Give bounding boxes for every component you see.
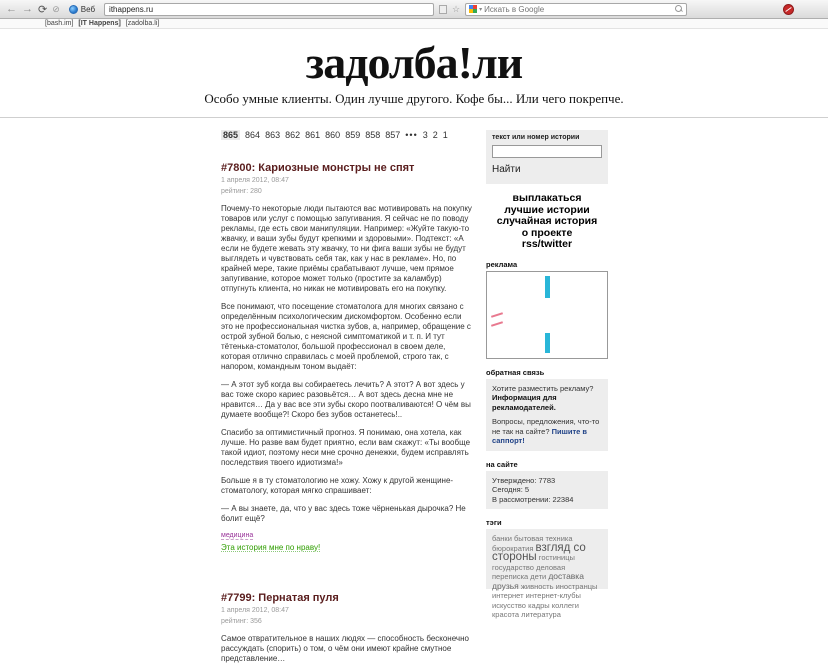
story-title-link[interactable]: #7800: Кариозные монстры не спят	[221, 162, 415, 174]
stat-today: Сегодня: 5	[492, 485, 530, 494]
ad-graphic-bar-bottom	[545, 333, 550, 353]
story-paragraph: Все понимают, что посещение стоматолога для многих связано с определённым психологическим дискомфортом. Особенно если это не профессиональная чистка зубов, а, например, обращение с острой зубной болью, с неясной симптоматикой и т. п. И тут тётенька-стоматолог, большой профессионал в своем деле, которая отлично справилась с моей проблемой, строго так, с напором, командным тоном выдаёт:	[221, 302, 471, 371]
story-body	[221, 204, 473, 524]
browser-search-box[interactable]	[465, 3, 687, 16]
tag-cloud	[486, 529, 608, 619]
story-date: 1 апреля 2012, 08:47	[221, 607, 289, 614]
page-number-link[interactable]: 863	[265, 130, 281, 140]
ad-graphic-mark	[491, 312, 503, 318]
page-number-current: 865	[223, 130, 239, 140]
story-7799	[221, 592, 473, 664]
tag-link[interactable]: красота	[492, 610, 519, 619]
browser-search-input[interactable]	[484, 5, 673, 14]
ad-banner[interactable]	[486, 271, 608, 359]
feedback-block	[486, 379, 608, 451]
story-search-label: текст или номер истории	[492, 134, 580, 141]
bookmark-zadolbali[interactable]: [zadolba.li]	[125, 20, 160, 27]
story-search-button[interactable]: Найти	[492, 164, 521, 175]
adblock-icon[interactable]	[783, 4, 794, 15]
tag-link-medicine[interactable]: медицина	[221, 532, 254, 539]
story-paragraph: Самое отвратительное в наших людях — способность бесконечно рассуждать (спорить) о том, о чём они имеют крайне смутное представление…	[221, 634, 469, 663]
pagination-ellipsis: •••	[405, 130, 418, 140]
page-icon[interactable]	[439, 5, 447, 14]
stories-column	[221, 130, 473, 664]
support-link[interactable]: Пишите в саппорт!	[492, 426, 587, 445]
globe-icon	[69, 5, 78, 14]
tag-link[interactable]: иностранцы	[555, 581, 598, 591]
page-number-link[interactable]: 858	[365, 130, 381, 140]
story-paragraph: Спасибо за оптимистичный прогноз. Я понимаю, она хотела, как лучше. Но разве вам будет приятно, если вам скажут: «Ты вообще такой идиот, поэтому неси мне срочно денежки, будем исправлять последствия твоего идиотизма!»	[221, 428, 471, 467]
sidebar-link-about[interactable]: о проекте	[521, 226, 573, 239]
sidebar	[486, 130, 608, 664]
site-stats-block	[486, 471, 608, 510]
tag-link[interactable]: бытовая техника	[514, 534, 573, 543]
bookmark-star-icon[interactable]: ☆	[452, 3, 461, 14]
stats-heading: на сайте	[486, 459, 518, 469]
sidebar-link-best[interactable]: лучшие истории	[504, 203, 590, 216]
tag-link[interactable]: живность	[520, 581, 554, 591]
story-search-input[interactable]	[492, 145, 602, 158]
tag-link[interactable]: интернет-клубы	[525, 591, 581, 600]
tag-link[interactable]: дети	[530, 572, 547, 581]
site-logo[interactable]: задолба!ли	[305, 37, 523, 88]
tag-link[interactable]: гостиницы	[538, 553, 575, 562]
site-tagline: Особо умные клиенты. Один лучше другого. Кофе бы... Или чего покрепче.	[204, 91, 624, 106]
advertisers-info-link[interactable]: Информация для рекламодателей.	[492, 393, 557, 412]
browser-toolbar	[0, 0, 828, 19]
page-number-link[interactable]: 864	[245, 130, 261, 140]
tags-heading: тэги	[486, 518, 502, 527]
stop-icon[interactable]: ⊘	[52, 3, 60, 14]
search-icon[interactable]	[675, 5, 683, 13]
tag-link[interactable]: искусство	[492, 600, 526, 610]
feedback-text: Хотите разместить рекламу?	[492, 383, 594, 393]
ad-graphic-mark	[491, 321, 503, 327]
story-rating: рейтинг: 356	[221, 618, 262, 625]
tag-link[interactable]: интернет	[492, 591, 524, 600]
story-7800	[221, 162, 473, 552]
page-number-link[interactable]: 861	[305, 130, 321, 140]
back-icon[interactable]: ←	[6, 2, 17, 15]
ad-graphic-bar-top	[545, 276, 550, 298]
tag-link[interactable]: банки	[492, 534, 512, 543]
tag-link[interactable]: литература	[521, 610, 561, 619]
story-body	[221, 634, 473, 664]
stat-pending: В рассмотрении: 22384	[492, 494, 574, 504]
story-paragraph: — А вы знаете, да, что у вас здесь тоже чёрненькая дырочка? Не болит ещё?	[221, 504, 466, 523]
ad-heading: реклама	[486, 259, 518, 269]
search-engine-caret-icon[interactable]: ▾	[479, 6, 483, 13]
story-rating: рейтинг: 280	[221, 188, 262, 195]
page-number-link[interactable]: 3	[422, 130, 428, 140]
sidebar-link-rss[interactable]: rss/twitter	[521, 238, 573, 250]
google-icon[interactable]	[469, 5, 477, 13]
sidebar-link-random[interactable]: случайная история	[496, 215, 598, 227]
feedback-text: Вопросы, предложения, что-то не так на сайте?	[492, 417, 600, 436]
page-number-link[interactable]: 859	[345, 130, 361, 140]
sidebar-nav	[486, 193, 608, 251]
story-paragraph: Почему-то некоторые люди пытаются вас мотивировать на покупку товаров или услуг с помощью запугивания. Я сейчас не по поводу рекламы, где есть свои манипуляции. Например: «Жуйте такую-то жвачку, и ваши зубы будут крепкими и здоровыми». Подтекст: «А если не будете жевать эту жвачку, то ни фига ваши зубы не будут выглядеть и чувствовать себя так, как у нас в рекламе». Но, по крайней мере, такие приёмы срабатывают лучше, чем прямое запугивание, которое может только (простите за каламбур) отпугнуть клиента, но никак не мотивировать его на покупку.	[221, 204, 472, 293]
tag-link[interactable]: доставка	[548, 571, 584, 581]
page-number-link[interactable]: 2	[432, 130, 438, 140]
url-input[interactable]	[104, 3, 434, 16]
story-paragraph: Больше я в ту стоматологию не хожу. Хожу к другой женщине-стоматологу, которая мягко спрашивает:	[221, 476, 454, 495]
site-header	[0, 29, 828, 118]
page-number-link[interactable]: 862	[285, 130, 301, 140]
feedback-heading: обратная связь	[486, 367, 545, 377]
pagination	[221, 130, 473, 140]
page-number-link[interactable]: 857	[385, 130, 401, 140]
like-story-link[interactable]: Эта история мне по нраву!	[221, 543, 321, 552]
story-paragraph: — А этот зуб когда вы собираетесь лечить? А этот? А вот здесь у вас тоже скоро кариес разовьётся… А вот здесь десна мне не нравится… Да у вас все эти зубы скоро поотваливаются! О чём вы думаете вообще?! Скоро без зубов останетесь!..	[221, 380, 471, 419]
feedback-line-ads	[492, 384, 602, 413]
web-mode-button[interactable]	[65, 4, 99, 15]
tag-link[interactable]: бюрократия	[492, 543, 534, 553]
forward-icon[interactable]: →	[22, 2, 33, 15]
stat-approved: Утверждено: 7783	[492, 475, 556, 485]
tag-link[interactable]: коллеги	[551, 600, 579, 610]
web-mode-label: Веб	[80, 4, 96, 14]
page-number-link[interactable]: 1	[442, 130, 448, 140]
bookmarks-bar	[0, 19, 828, 29]
tag-link[interactable]: деловая переписка	[492, 562, 566, 581]
sidebar-link-cry[interactable]: выплакаться	[512, 192, 582, 204]
bookmark-bashim[interactable]: [bash.im]	[45, 20, 74, 27]
page-number-link[interactable]: 860	[325, 130, 341, 140]
tag-link[interactable]: государство	[492, 562, 534, 572]
story-date: 1 апреля 2012, 08:47	[221, 177, 289, 184]
story-title-link[interactable]: #7799: Пернатая пуля	[221, 592, 339, 604]
reload-icon[interactable]: ⟳	[38, 3, 48, 16]
tag-link[interactable]: друзья	[492, 580, 519, 591]
bookmark-ithappens[interactable]: [IT Happens]	[78, 20, 121, 27]
page-content	[221, 130, 828, 664]
tag-link[interactable]: взгляд со стороны	[492, 541, 586, 563]
story-search-block	[486, 130, 608, 184]
tag-link[interactable]: кадры	[528, 600, 550, 610]
feedback-line-support	[492, 417, 602, 446]
